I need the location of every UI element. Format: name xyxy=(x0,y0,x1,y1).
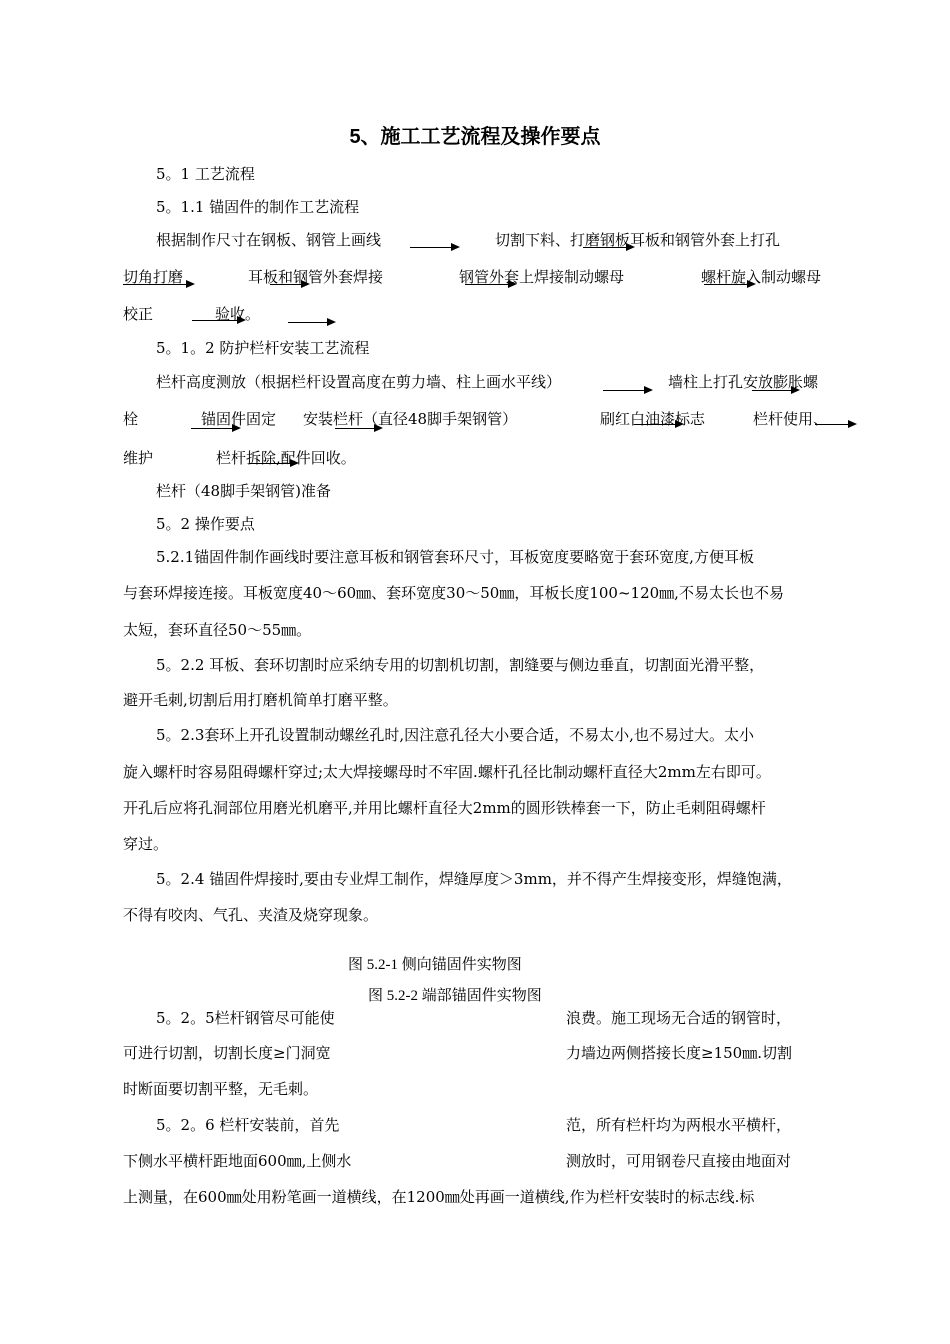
flow-arrow xyxy=(249,463,297,464)
flow-arrow xyxy=(410,247,458,248)
para-5-2-3-line-1: 5。2.3套环上开孔设置制动螺丝孔时,因注意孔径大小要合适，不易太小,也不易过大。太小 xyxy=(156,726,754,744)
flow-arrow xyxy=(191,428,239,429)
para-5-2-6-line-2-right: 测放时，可用钢卷尺直接由地面对 xyxy=(566,1152,792,1170)
para-5-2-6-line-2-left: 下侧水平横杆距地面600㎜,上侧水 xyxy=(123,1152,352,1170)
flow-arrow xyxy=(603,390,651,391)
flow-arrow xyxy=(752,390,798,391)
flow1-step-5: 钢管外套上焊接制动螺母 xyxy=(459,268,625,286)
para-5-2-1-line-2: 与套环焊接连接。耳板宽度40～60㎜、套环宽度30～50㎜，耳板长度100~120㎜,不易太长也不易 xyxy=(123,584,784,602)
flow2-step-7: 栏杆拆除,配件回收。 xyxy=(216,449,356,467)
para-5-2-4-line-1: 5。2.4 锚固件焊接时,要由专业焊工制作，焊缝厚度＞3mm，并不得产生焊接变形，焊缝饱满， xyxy=(156,870,792,888)
flow2-step-2-cont: 栓 xyxy=(123,410,139,428)
para-5-2-6-line-3: 上测量，在600㎜处用粉笔画一道横线，在1200㎜处再画一道横线,作为栏杆安装时的标志线.标 xyxy=(123,1188,755,1206)
para-5-2-5-line-1-left: 5。2。5栏杆钢管尽可能使 xyxy=(156,1009,335,1027)
para-5-2-3-line-3: 开孔后应将孔洞部位用磨光机磨平,并用比螺杆直径大2mm的圆形铁棒套一下，防止毛刺阻碍螺杆 xyxy=(123,799,766,817)
para-5-2-3-line-2: 旋入螺杆时容易阻碍螺杆穿过;太大焊接螺母时不牢固.螺杆孔径比制动螺杆直径大2mm左右即可。 xyxy=(123,763,771,781)
para-5-2-3-line-4: 穿过。 xyxy=(123,835,169,853)
flow2-step-3: 锚固件固定 xyxy=(201,410,277,428)
heading-5-1-1: 5。1.1 锚固件的制作工艺流程 xyxy=(156,198,360,216)
para-5-2-5-line-2-right: 力墙边两侧搭接长度≥150㎜.切割 xyxy=(566,1044,792,1062)
para-5-2-2-line-2: 避开毛刺,切割后用打磨机简单打磨平整。 xyxy=(123,691,398,709)
para-5-2-4-line-2: 不得有咬肉、气孔、夹渣及烧穿现象。 xyxy=(123,906,379,924)
flow-arrow xyxy=(335,428,381,429)
flow1-step-3: 切角打磨 xyxy=(123,268,184,286)
flow1-step-4: 耳板和钢管外套焊接 xyxy=(248,268,384,286)
flow-arrow xyxy=(123,284,193,285)
para-5-2-6-line-1-left: 5。2。6 栏杆安装前，首先 xyxy=(156,1116,340,1134)
flow2-step-6: 栏杆使用、 xyxy=(753,410,829,428)
para-5-2-6-line-1-right: 范，所有栏杆均为两根水平横杆， xyxy=(566,1116,792,1134)
flow-arrow xyxy=(704,284,754,285)
flow1-step-1: 根据制作尺寸在钢板、钢管上画线 xyxy=(156,231,382,249)
flow2-step-1: 栏杆高度测放（根据栏杆设置高度在剪力墙、柱上画水平线） xyxy=(156,373,562,391)
preparation-note: 栏杆（48脚手架钢管)准备 xyxy=(156,482,331,500)
para-5-2-1-line-1: 5.2.1锚固件制作画线时要注意耳板和钢管套环尺寸，耳板宽度要略宽于套环宽度,方便耳板 xyxy=(156,548,754,566)
heading-5-1-2: 5。1。2 防护栏杆安装工艺流程 xyxy=(156,339,370,357)
flow2-step-2: 墙柱上打孔安放膨胀螺 xyxy=(668,373,819,391)
para-5-2-2-line-1: 5。2.2 耳板、套环切割时应采纳专用的切割机切割，割缝要与侧边垂直，切割面光滑平整， xyxy=(156,656,765,674)
figure-caption-5-2-1: 图 5.2-1 侧向锚固件实物图 xyxy=(348,957,522,973)
flow1-step-6: 螺杆旋入制动螺母 xyxy=(701,268,822,286)
flow-arrow xyxy=(192,320,244,321)
para-5-2-5-line-2-left: 可进行切割，切割长度≥门洞宽 xyxy=(123,1044,331,1062)
flow1-step-2: 切割下料、打磨钢板耳板和钢管外套上打孔 xyxy=(495,231,781,249)
para-5-2-1-line-3: 太短，套环直径50～55㎜。 xyxy=(123,621,312,639)
para-5-2-5-line-3: 时断面要切割平整，无毛刺。 xyxy=(123,1080,319,1098)
flow2-step-5: 刷红白油漆标志 xyxy=(600,410,706,428)
figure-caption-5-2-2: 图 5.2-2 端部锚固件实物图 xyxy=(368,988,542,1004)
para-5-2-5-line-1-right: 浪费。施工现场无合适的钢管时， xyxy=(566,1009,792,1027)
flow1-step-8: 验收。 xyxy=(215,305,261,323)
flow-arrow xyxy=(583,247,633,248)
flow1-step-7: 校正 xyxy=(123,305,154,323)
heading-5-2: 5。2 操作要点 xyxy=(156,515,255,533)
figure-placeholder xyxy=(352,1008,566,1148)
flow-arrow xyxy=(815,424,855,425)
flow-arrow xyxy=(634,424,682,425)
heading-5-1: 5。1 工艺流程 xyxy=(156,165,255,183)
flow-arrow xyxy=(288,322,334,323)
flow-arrow xyxy=(270,284,308,285)
flow-arrow xyxy=(465,284,515,285)
section-title: 5、施工工艺流程及操作要点 xyxy=(349,126,601,148)
flow2-step-6-cont: 维护 xyxy=(123,449,154,467)
flow2-step-4: 安装栏杆（直径48脚手架钢管） xyxy=(303,410,518,428)
